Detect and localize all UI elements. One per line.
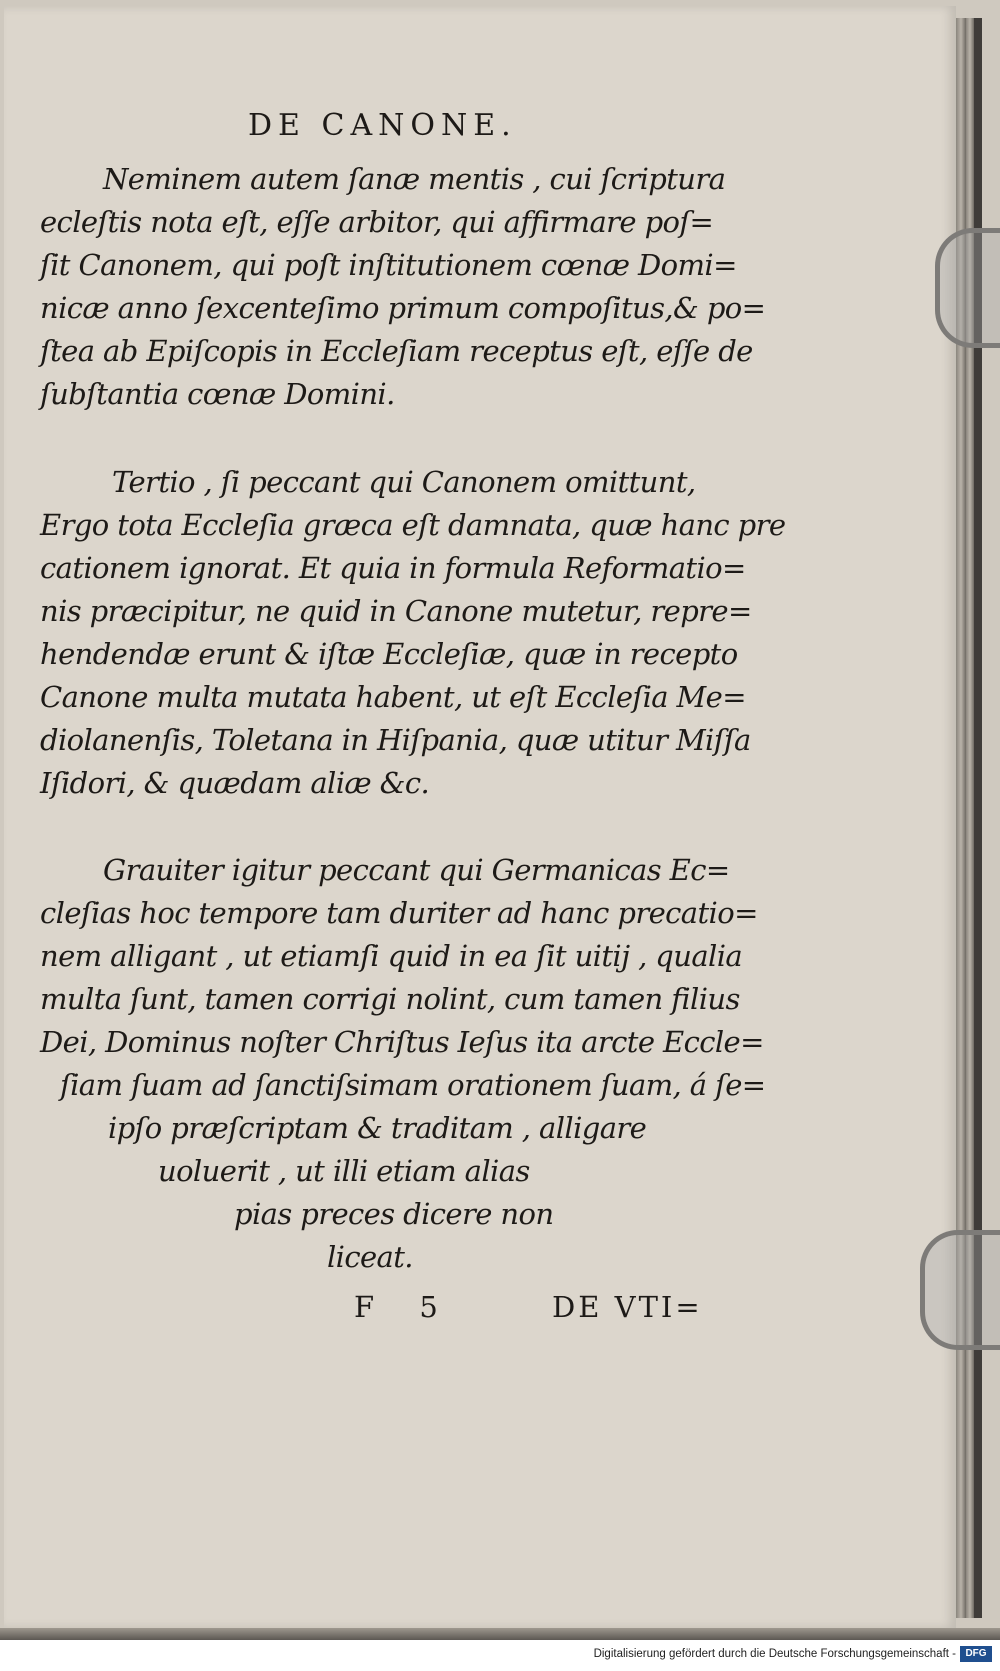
page-clip-lower	[920, 1230, 1000, 1350]
text-line: ſubſtantia cœnæ Domini.	[40, 377, 395, 411]
text-line: Neminem autem ſanæ mentis , cui ſcriptura	[103, 162, 726, 196]
text-line: uoluerit , ut illi etiam alias	[158, 1154, 530, 1188]
text-line: ſtea ab Epiſcopis in Eccleſiam receptus eſt, eſſe de	[40, 334, 753, 368]
text-line: Dei, Dominus noſter Chriſtus Ieſus ita arcte Eccle=	[40, 1025, 764, 1059]
text-line: Tertio , ſi peccant qui Canonem omittunt,	[112, 465, 696, 499]
text-line: multa ſunt, tamen corrigi nolint, cum tamen filius	[40, 982, 740, 1016]
footer-credit: Digitalisierung gefördert durch die Deutsche Forschungsgemeinschaft -	[593, 1648, 956, 1660]
text-line: ipſo præſcriptam & traditam , alligare	[108, 1111, 647, 1145]
text-line: pias preces dicere non	[234, 1197, 554, 1231]
text-line: Canone multa mutata habent, ut eſt Eccleſia Me=	[40, 680, 746, 714]
digitization-footer	[0, 1641, 1000, 1671]
dfg-logo: DFG	[960, 1646, 992, 1662]
text-line: nis præcipitur, ne quid in Canone mutetur, repre=	[40, 594, 752, 628]
text-line: nicæ anno ſexcenteſimo primum compoſitus,& po=	[40, 291, 766, 325]
text-line: ſit Canonem, qui poſt inſtitutionem cœnæ Domi=	[40, 248, 737, 282]
text-line: hendendæ erunt & iſtæ Eccleſiæ, quæ in recepto	[40, 637, 738, 671]
page-clip-upper	[935, 228, 1000, 348]
text-line: ſiam ſuam ad ſanctiſsimam orationem ſuam, á ſe=	[60, 1068, 766, 1102]
bleed-through-text	[872, 480, 952, 656]
book-page-bottom-edge	[0, 1628, 1000, 1640]
text-line: cationem ignorat. Et quia in formula Reformatio=	[40, 551, 746, 585]
text-line: liceat.	[327, 1240, 413, 1274]
text-line: Ergo tota Eccleſia græca eſt damnata, quæ hanc pre	[40, 508, 786, 542]
text-line: diolanenſis, Toletana in Hiſpania, quæ utitur Miſſa	[40, 723, 751, 757]
text-line: Grauiter igitur peccant qui Germanicas Ec=	[103, 853, 730, 887]
text-line: Iſidori, & quædam aliæ &c.	[40, 766, 430, 800]
text-line: nem alligant , ut etiamſi quid in ea ſit uitij , qualia	[40, 939, 743, 973]
text-line: cleſias hoc tempore tam duriter ad hanc precatio=	[40, 896, 758, 930]
signature-mark: F 5	[354, 1290, 456, 1324]
catchword: DE VTI=	[552, 1290, 703, 1324]
running-head: DE CANONE.	[248, 108, 517, 143]
text-line: ecleſtis nota eſt, eſſe arbitor, qui affirmare poſ=	[40, 205, 714, 239]
